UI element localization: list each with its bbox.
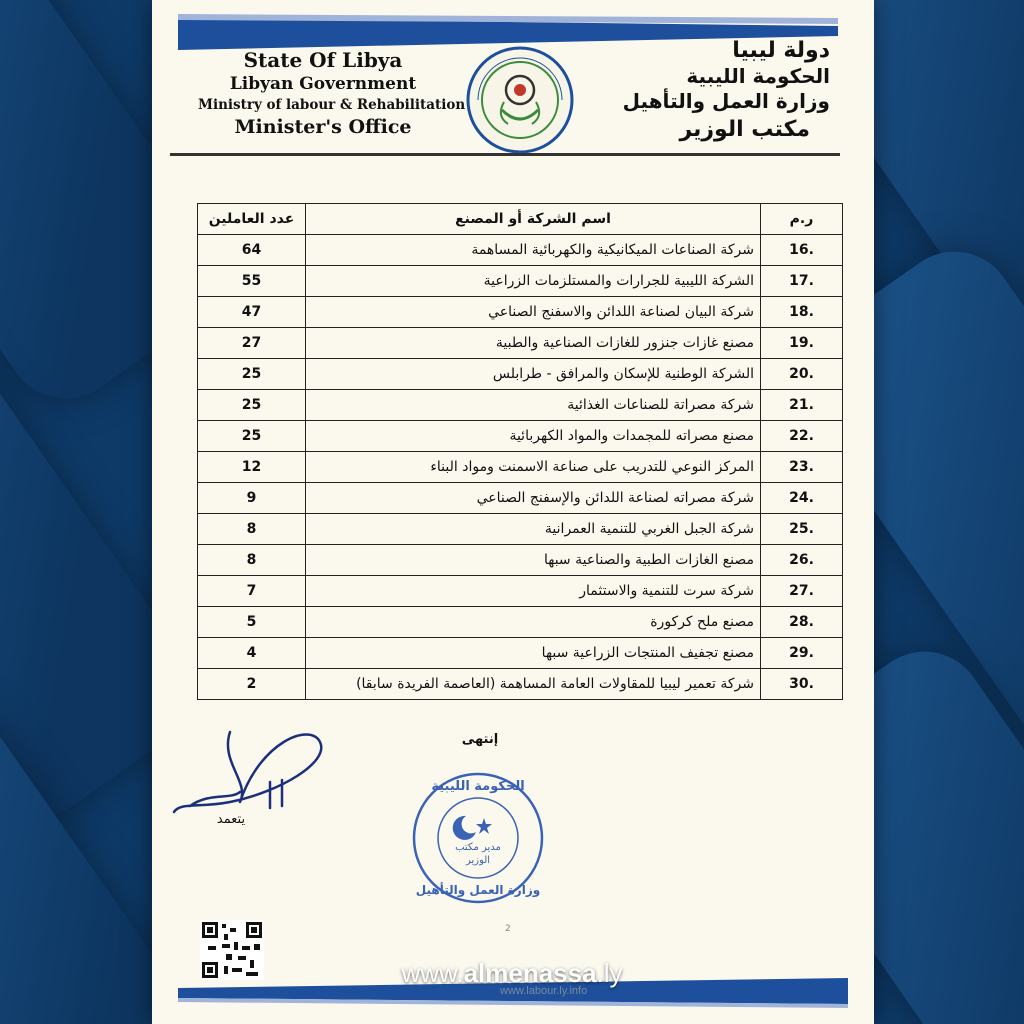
signature — [170, 722, 330, 822]
watermark-suffix: .ly — [596, 958, 623, 988]
row-company-name: شركة تعمير ليبيا للمقاولات العامة المساهمة (العاصمة الفريدة سابقا) — [306, 669, 761, 700]
table-row — [198, 669, 843, 700]
row-worker-count: 47 — [198, 297, 306, 328]
header-workers: عدد العاملين — [198, 204, 306, 235]
row-number: 30. — [761, 669, 843, 700]
header-government-en: Libyan Government — [229, 74, 417, 94]
table-row — [198, 452, 843, 483]
table-row — [198, 390, 843, 421]
row-company-name: شركة الصناعات الميكانيكية والكهربائية المساهمة — [306, 235, 761, 266]
header-government-ar: الحكومة الليبية — [686, 64, 830, 88]
row-worker-count: 8 — [198, 545, 306, 576]
row-number: 21. — [761, 390, 843, 421]
header-office-en: Minister's Office — [234, 116, 412, 138]
footer-url: www.labour.ly.info — [500, 985, 588, 997]
row-number: 23. — [761, 452, 843, 483]
header-divider — [170, 153, 840, 156]
row-number: 24. — [761, 483, 843, 514]
end-marker: إنتهى — [461, 732, 499, 747]
row-worker-count: 8 — [198, 514, 306, 545]
watermark-prefix: www. — [401, 958, 464, 988]
row-number: 29. — [761, 638, 843, 669]
row-worker-count: 25 — [198, 359, 306, 390]
row-worker-count: 9 — [198, 483, 306, 514]
row-company-name: شركة مصراتة للصناعات الغذائية — [306, 390, 761, 421]
row-company-name: مصنع مصراته للمجمدات والمواد الكهربائية — [306, 421, 761, 452]
site-watermark — [0, 958, 1024, 989]
row-company-name: شركة مصراته لصناعة اللدائن والإسفنج الصناعي — [306, 483, 761, 514]
row-company-name: مصنع غازات جنزور للغازات الصناعية والطبية — [306, 328, 761, 359]
header-number: ر.م — [761, 204, 843, 235]
row-company-name: مصنع الغازات الطبية والصناعية سبها — [306, 545, 761, 576]
row-number: 16. — [761, 235, 843, 266]
row-company-name: شركة البيان لصناعة اللدائن والاسفنج الصناعي — [306, 297, 761, 328]
ministry-logo — [464, 44, 576, 156]
companies-table — [197, 203, 843, 700]
row-worker-count: 5 — [198, 607, 306, 638]
table-row — [198, 359, 843, 390]
table-row — [198, 328, 843, 359]
row-company-name: الشركة الوطنية للإسكان والمرافق - طرابلس — [306, 359, 761, 390]
header-state-en: State Of Libya — [243, 48, 403, 72]
stamp-bottom-text: وزارة العمل والتأهيل — [415, 883, 541, 897]
watermark-brand: almenassa — [463, 958, 597, 988]
row-number: 20. — [761, 359, 843, 390]
table-row — [198, 638, 843, 669]
row-number: 19. — [761, 328, 843, 359]
row-number: 22. — [761, 421, 843, 452]
signature-label: يتعمد — [216, 812, 246, 827]
table-row — [198, 235, 843, 266]
row-company-name: المركز النوعي للتدريب على صناعة الاسمنت ومواد البناء — [306, 452, 761, 483]
row-worker-count: 25 — [198, 390, 306, 421]
row-company-name: مصنع ملح كركورة — [306, 607, 761, 638]
header-ministry-ar: وزارة العمل والتأهيل — [622, 89, 830, 113]
row-worker-count: 64 — [198, 235, 306, 266]
row-company-name: مصنع تجفيف المنتجات الزراعية سبها — [306, 638, 761, 669]
stamp-center-line1: مدير مكتب — [455, 842, 501, 853]
page-number: 2 — [505, 924, 511, 934]
header-ministry-en: Ministry of labour & Rehabilitation — [198, 97, 466, 113]
row-number: 27. — [761, 576, 843, 607]
row-worker-count: 55 — [198, 266, 306, 297]
stamp-top-text: الحكومة الليبية — [431, 779, 525, 794]
table-row — [198, 297, 843, 328]
row-number: 26. — [761, 545, 843, 576]
row-worker-count: 12 — [198, 452, 306, 483]
header-arabic — [622, 38, 830, 142]
table-header-row — [198, 204, 843, 235]
official-stamp — [410, 770, 546, 906]
row-worker-count: 4 — [198, 638, 306, 669]
header-office-ar: مكتب الوزير — [679, 117, 810, 142]
table-row — [198, 607, 843, 638]
table-row — [198, 266, 843, 297]
table-row — [198, 514, 843, 545]
row-number: 28. — [761, 607, 843, 638]
table-row — [198, 483, 843, 514]
header-state-ar: دولة ليبيا — [732, 38, 830, 63]
row-worker-count: 25 — [198, 421, 306, 452]
row-worker-count: 27 — [198, 328, 306, 359]
row-number: 18. — [761, 297, 843, 328]
row-worker-count: 2 — [198, 669, 306, 700]
row-company-name: شركة سرت للتنمية والاستثمار — [306, 576, 761, 607]
row-worker-count: 7 — [198, 576, 306, 607]
row-company-name: الشركة الليبية للجرارات والمستلزمات الزراعية — [306, 266, 761, 297]
header-english — [198, 48, 466, 138]
header-company: اسم الشركة أو المصنع — [306, 204, 761, 235]
row-number: 25. — [761, 514, 843, 545]
row-number: 17. — [761, 266, 843, 297]
stamp-center-line2: الوزير — [465, 855, 491, 866]
row-company-name: شركة الجبل الغربي للتنمية العمرانية — [306, 514, 761, 545]
table-row — [198, 421, 843, 452]
table-row — [198, 576, 843, 607]
table-row — [198, 545, 843, 576]
